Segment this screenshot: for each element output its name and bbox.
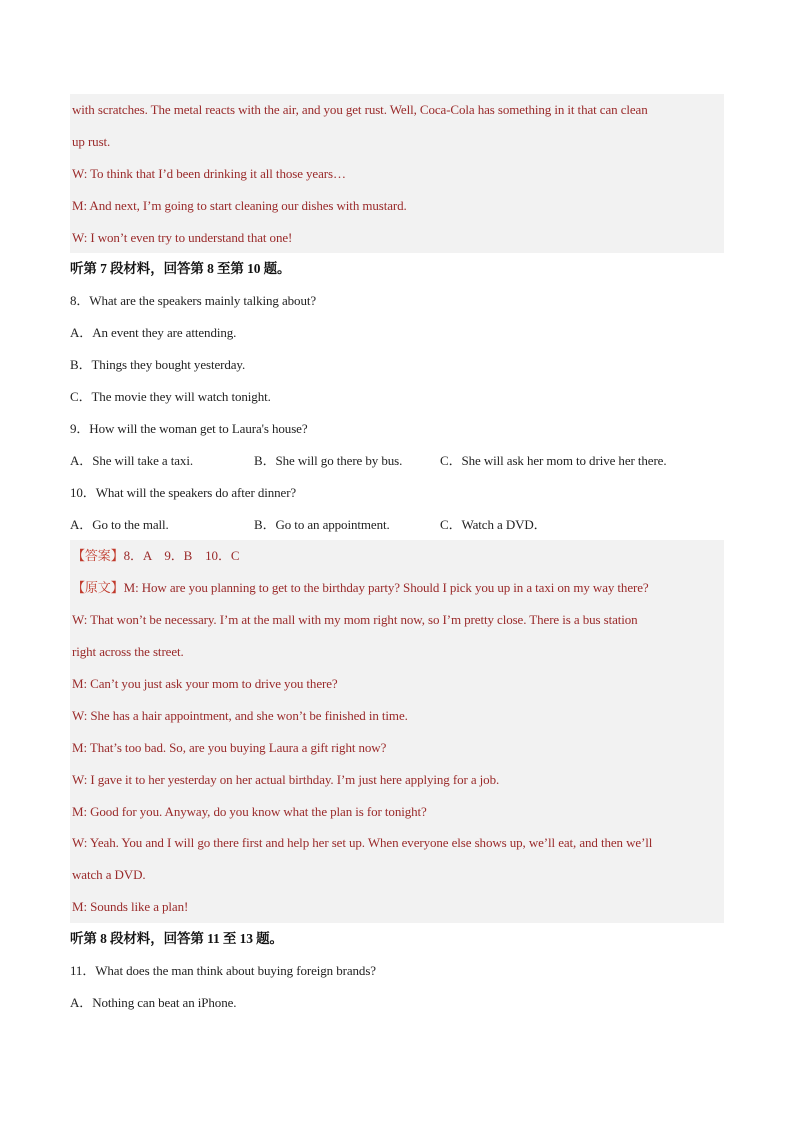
question-9-stem: 9．How will the woman get to Laura's house?: [70, 420, 308, 436]
transcript-line: W: To think that I’d been drinking it all those years…: [72, 165, 346, 181]
question-10-options: [70, 509, 724, 541]
question-11-stem: 11．What does the man think about buying foreign brands?: [70, 963, 376, 979]
transcript-line: M: Good for you. Anyway, do you know what the plan is for tonight?: [72, 803, 427, 819]
section-heading-8: 听第 8 段材料，回答第 11 至 13 题。: [70, 931, 283, 947]
question-9-options: [70, 445, 724, 477]
question-8-stem: 8．What are the speakers mainly talking about?: [70, 293, 317, 309]
transcript-line: M: Sounds like a plan!: [72, 899, 189, 915]
question-9-option-a: A．She will take a taxi.: [70, 452, 193, 468]
transcript-line: W: I won’t even try to understand that one!: [72, 229, 293, 245]
answer-and-transcript-block-7: [70, 540, 724, 923]
transcript-line: up rust.: [72, 133, 111, 149]
script-label: 【原文】: [72, 580, 124, 596]
transcript-line: W: That won’t be necessary. I’m at the mall with my mom right now, so I’m pretty close. There is a bus station: [72, 612, 638, 628]
answer-line: [72, 540, 724, 572]
question-9-option-b: B．She will go there by bus.: [254, 452, 403, 468]
question-8-option-a: A．An event they are attending.: [70, 325, 237, 341]
transcript-line: watch a DVD.: [72, 867, 146, 883]
script-first-text: M: How are you planning to get to the birthday party? Should I pick you up in a taxi on my way there?: [123, 580, 649, 596]
transcript-line: right across the street.: [72, 644, 184, 660]
question-10-option-b: B．Go to an appointment.: [254, 516, 390, 532]
question-8-option-c: C．The movie they will watch tonight.: [70, 389, 271, 405]
question-10-option-c: C．Watch a DVD．: [440, 516, 547, 532]
transcript-line: M: And next, I’m going to start cleaning our dishes with mustard.: [72, 197, 407, 213]
question-9-option-c: C．She will ask her mom to drive her there.: [440, 452, 667, 468]
transcript-line: W: Yeah. You and I will go there first and help her set up. When everyone else shows up, we’ll eat, and then we’ll: [72, 835, 653, 851]
question-10-option-a: A．Go to the mall.: [70, 516, 169, 532]
question-8-option-b: B．Things they bought yesterday.: [70, 357, 246, 373]
transcript-line: W: She has a hair appointment, and she won’t be finished in time.: [72, 707, 408, 723]
question-10-stem: 10．What will the speakers do after dinner?: [70, 484, 297, 500]
question-11-option-a: A．Nothing can beat an iPhone.: [70, 994, 237, 1010]
answer-text: 8．A 9．B 10．C: [123, 548, 240, 564]
transcript-line: M: Can’t you just ask your mom to drive you there?: [72, 676, 338, 692]
answer-label: 【答案】: [72, 548, 124, 564]
transcript-line: with scratches. The metal reacts with the air, and you get rust. Well, Coca-Cola has something in it that can clean: [72, 102, 648, 117]
transcript-block-6: [70, 94, 724, 253]
document-page: [70, 94, 724, 1019]
section-heading-7: 听第 7 段材料，回答第 8 至第 10 题。: [70, 261, 291, 277]
transcript-line: M: That’s too bad. So, are you buying Laura a gift right now?: [72, 739, 387, 755]
script-first-line: [72, 572, 724, 604]
transcript-line: W: I gave it to her yesterday on her actual birthday. I’m just here applying for a job.: [72, 771, 500, 787]
